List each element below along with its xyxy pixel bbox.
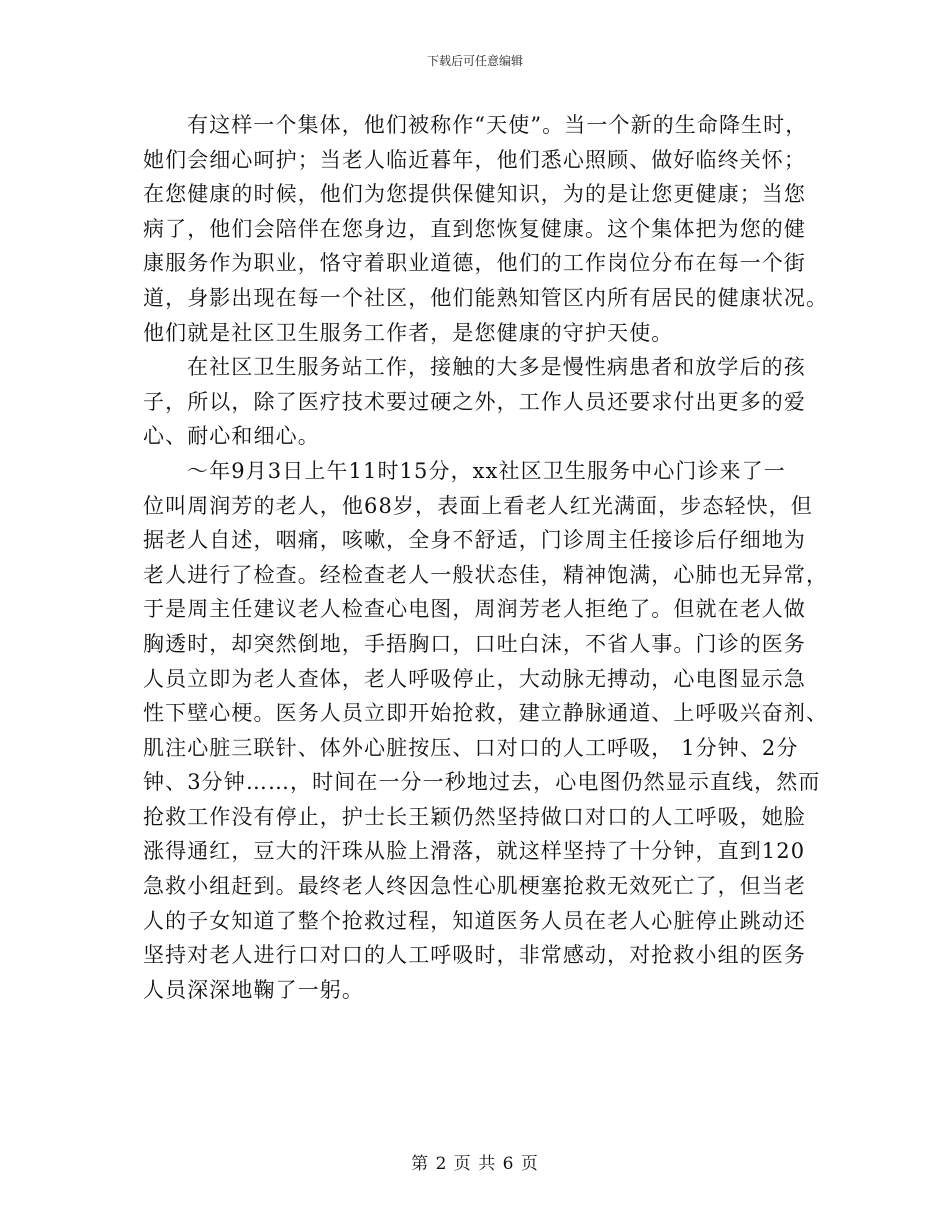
text-line: 康服务作为职业，恪守着职业道德，他们的工作岗位分布在每一个街 xyxy=(143,251,806,276)
text-line: 于是周主任建议老人检查心电图，周润芳老人拒绝了。但就在老人做 xyxy=(143,597,806,622)
text-line: 在您健康的时候，他们为您提供保健知识，为的是让您更健康；当您 xyxy=(143,182,806,207)
paragraph-rescue-story xyxy=(143,454,829,1008)
page-header: 下载后可任意编辑 xyxy=(426,54,523,68)
text-line: 位叫周润芳的老人，他68岁，表面上看老人红光满面，步态轻快，但 xyxy=(143,493,813,518)
text-line: 在社区卫生服务站工作，接触的大多是慢性病患者和放学后的孩 xyxy=(187,355,806,380)
text-line: 钟、3分钟……，时间在一分一秒地过去，心电图仍然显示直线，然而 xyxy=(143,770,821,795)
text-line: 病了，他们会陪伴在您身边，直到您恢复健康。这个集体把为您的健 xyxy=(143,216,806,241)
page-footer: 第 2 页 共 6 页 xyxy=(411,1154,539,1174)
text-line: 涨得通红，豆大的汗珠从脸上滑落，就这样坚持了十分钟，直到120 xyxy=(143,839,806,864)
text-line: 他们就是社区卫生服务工作者，是您健康的守护天使。 xyxy=(143,320,674,345)
text-line: 坚持对老人进行口对口的人工呼吸时，非常感动，对抢救小组的医务 xyxy=(143,943,806,968)
document-body xyxy=(143,108,829,1007)
text-line: 抢救工作没有停止，护士长王颖仍然坚持做口对口的人工呼吸，她脸 xyxy=(143,804,806,829)
paragraph-angels-intro xyxy=(143,108,829,350)
text-line: 肌注心脏三联针、体外心脏按压、口对口的人工呼吸， 1分钟、2分 xyxy=(143,735,799,760)
text-line: 有这样一个集体，他们被称作“天使”。当一个新的生命降生时， xyxy=(187,113,808,137)
text-line: 性下壁心梗。医务人员立即开始抢救，建立静脉通道、上呼吸兴奋剂、 xyxy=(143,701,829,726)
text-line: 她们会细心呵护；当老人临近暮年，他们悉心照顾、做好临终关怀； xyxy=(143,147,806,172)
text-line: 心、耐心和细心。 xyxy=(143,424,320,449)
text-line: 人员立即为老人查体，老人呼吸停止，大动脉无搏动，心电图显示急 xyxy=(143,666,806,691)
paragraph-service-station xyxy=(143,350,807,454)
text-line: 胸透时，却突然倒地，手捂胸口，口吐白沫，不省人事。门诊的医务 xyxy=(143,631,806,656)
text-line: 人员深深地鞠了一躬。 xyxy=(143,977,364,1002)
text-line: 老人进行了检查。经检查老人一般状态佳，精神饱满，心肺也无异常， xyxy=(143,562,829,587)
text-line: 据老人自述，咽痛，咳嗽，全身不舒适，门诊周主任接诊后仔细地为 xyxy=(143,528,806,553)
text-line: 急救小组赶到。最终老人终因急性心肌梗塞抢救无效死亡了，但当老 xyxy=(143,874,806,899)
text-line: ～年9月3日上午11时15分，xx社区卫生服务中心门诊来了一 xyxy=(187,458,786,483)
text-line: 人的子女知道了整个抢救过程，知道医务人员在老人心脏停止跳动还 xyxy=(143,908,806,933)
text-line: 子，所以，除了医疗技术要过硬之外，工作人员还要求付出更多的爱 xyxy=(143,389,806,414)
text-line: 道，身影出现在每一个社区，他们能熟知管区内所有居民的健康状况。 xyxy=(143,285,829,310)
